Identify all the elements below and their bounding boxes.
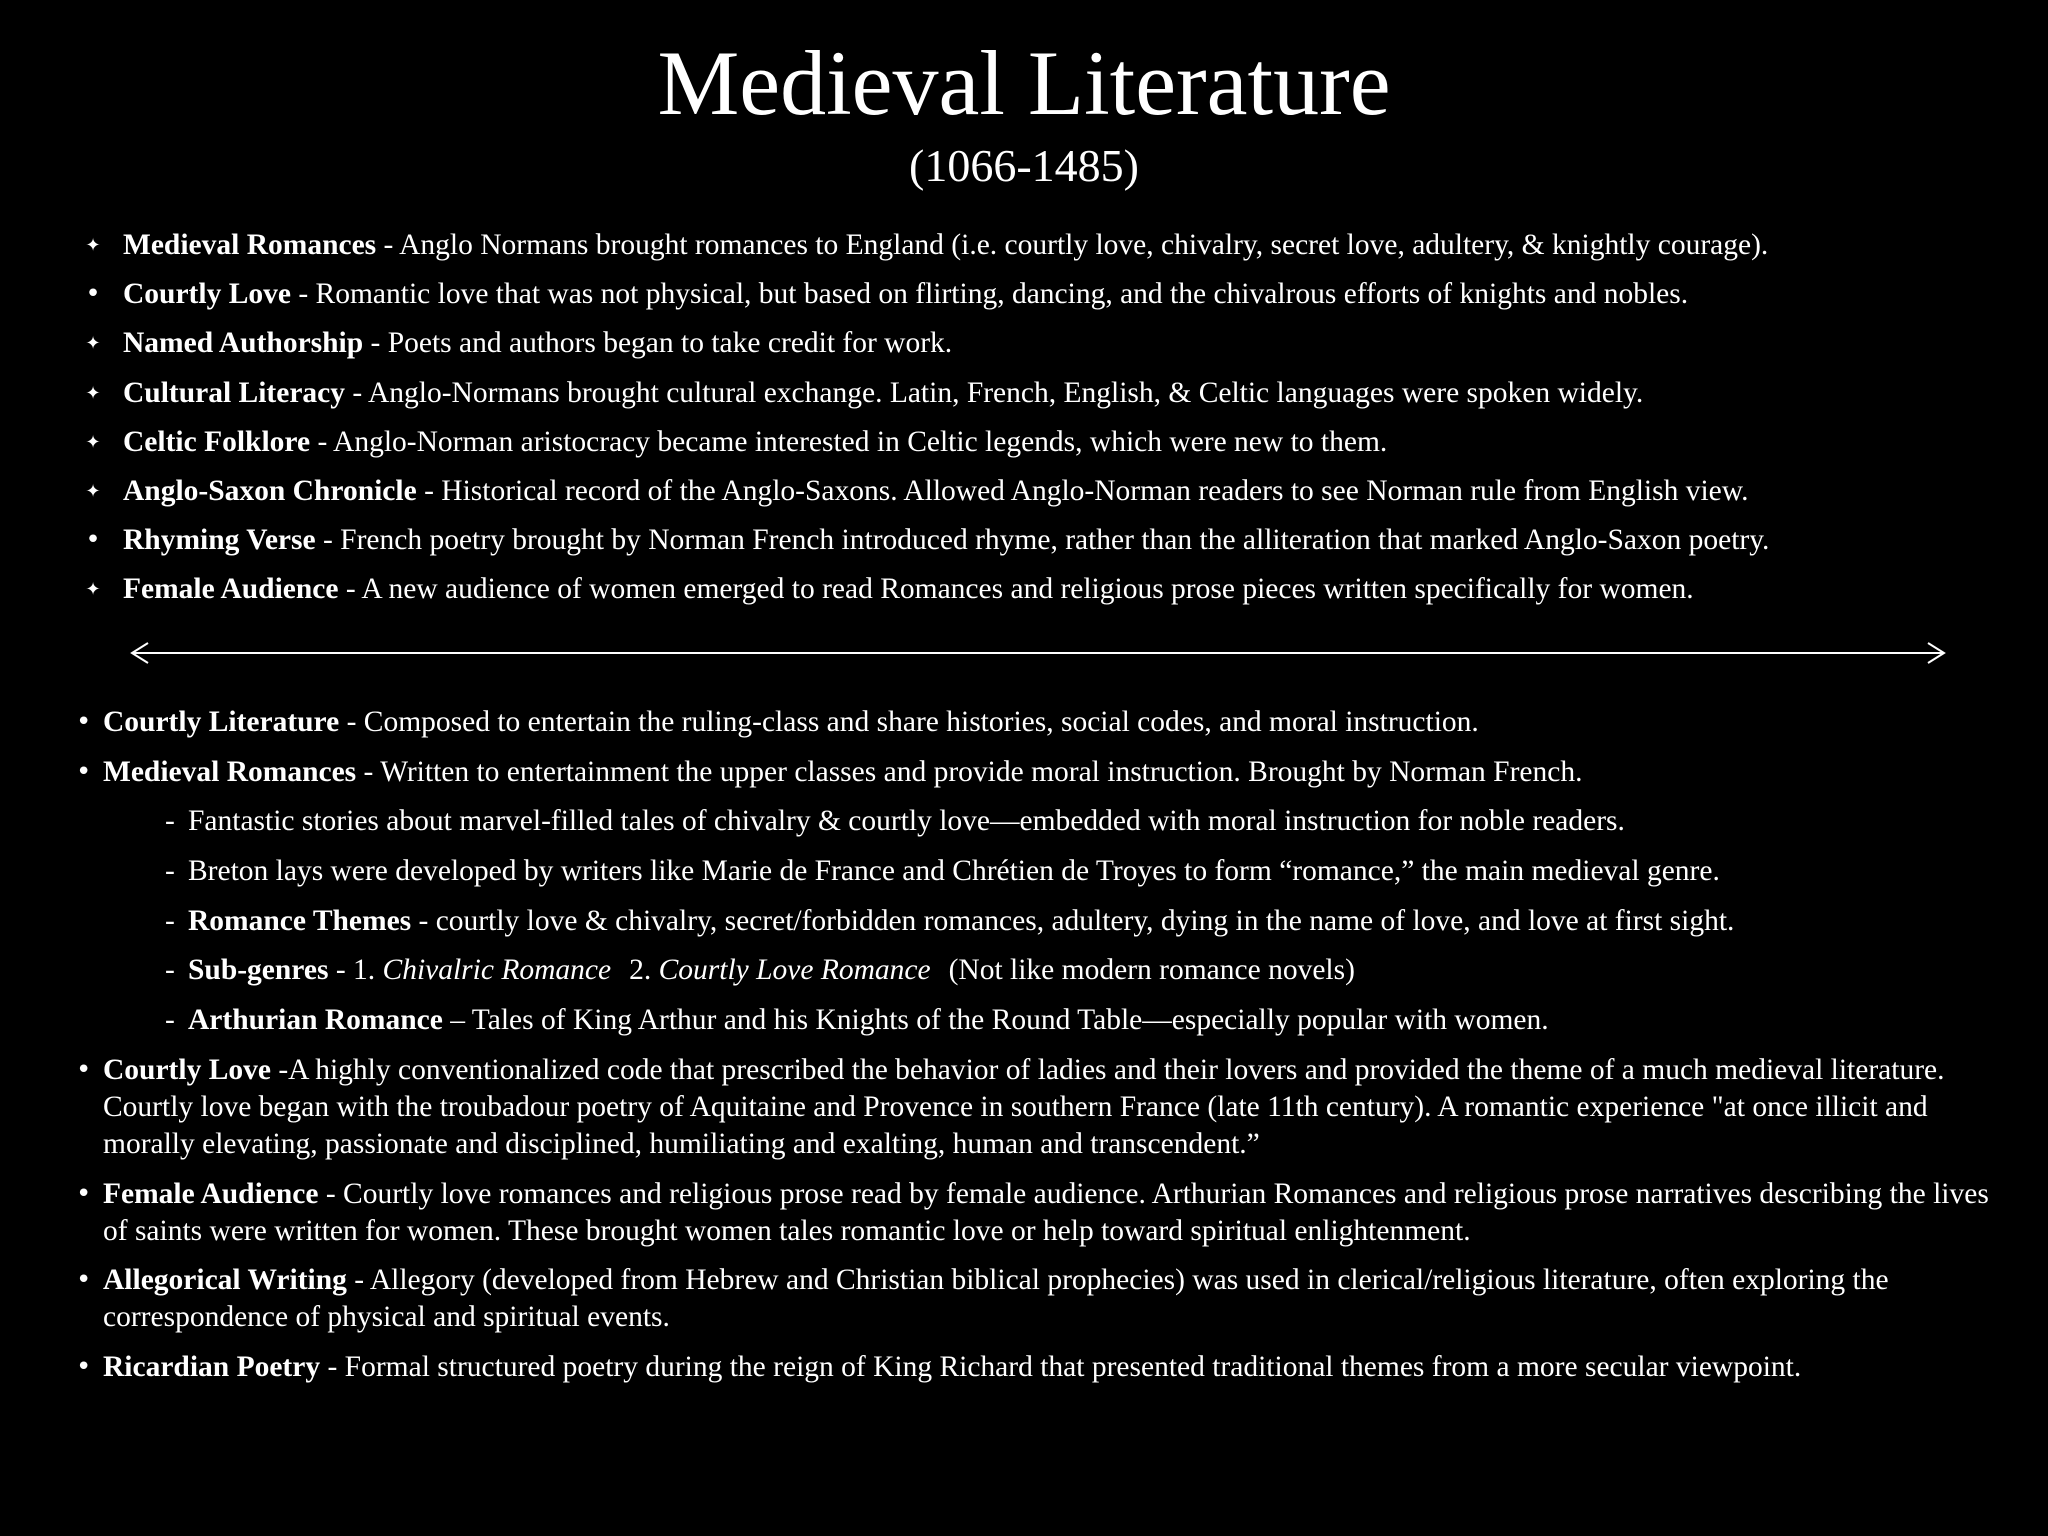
description: Fantastic stories about marvel-filled tales of chivalry & courtly love—embedded with moral instruction for noble readers. (188, 805, 1625, 838)
sub-list-item (0, 803, 2048, 840)
dot-bullet-icon: • (76, 1054, 92, 1085)
star-bullet-icon: ✦ (85, 579, 101, 601)
description: Breton lays were developed by writers like Marie de France and Chrétien de Troyes to form “romance,” the main medieval genre. (188, 855, 1720, 888)
dot-bullet-icon: • (76, 756, 92, 787)
list-item (0, 369, 2048, 418)
term: Ricardian Poetry (103, 1350, 321, 1383)
term: Courtly Literature (103, 706, 340, 738)
term: Named Authorship (123, 327, 364, 360)
term: Rhyming Verse (123, 524, 316, 557)
top-bullet-list (0, 221, 2048, 615)
dash-bullet: - (165, 855, 175, 888)
description: -A highly conventionalized code that prescribed the behavior of ladies and their lovers and provided the theme of a much medieval literature. Courtly love began with the troubadour poetry of Aquitaine and Provence in southern France (late 11th century). A romantic experience "at once illicit and morally elevating, passionate and disciplined, humiliating and exalting, human and transcendent.” (103, 1053, 1945, 1160)
slide-title: Medieval Literature (657, 32, 1391, 134)
list-item (0, 1176, 2048, 1250)
dot-bullet-icon: • (76, 1351, 92, 1382)
list-item (0, 516, 2048, 565)
list-item (0, 1349, 2048, 1386)
dot-bullet-icon: • (85, 279, 101, 310)
term: Anglo-Saxon Chronicle (123, 474, 417, 507)
description: - Courtly love romances and religious prose read by female audience. Arthurian Romances and religious prose narratives describing the lives of saints were written for women. These brought women tales romantic love or help toward spiritual enlightenment. (103, 1177, 1989, 1247)
list-item (0, 319, 2048, 368)
term: Courtly Love (103, 1053, 271, 1086)
description: - Formal structured poetry during the reign of King Richard that presented traditional themes from a more secular viewpoint. (320, 1350, 1802, 1383)
description: - Anglo-Normans brought cultural exchange. Latin, French, English, & Celtic languages were spoken widely. (345, 376, 1644, 409)
term: Cultural Literacy (123, 376, 346, 409)
description: - Written to entertainment the upper classes and provide moral instruction. Brought by Norman French. (356, 755, 1583, 788)
term: Allegorical Writing (103, 1264, 347, 1297)
slide-subtitle: (1066-1485) (909, 140, 1139, 191)
list-item (0, 221, 2048, 270)
list-item (0, 565, 2048, 614)
star-bullet-icon: ✦ (85, 431, 101, 453)
description: - Anglo-Norman aristocracy became interested in Celtic legends, which were new to them. (310, 425, 1388, 458)
subgenres-prefix: - 1. (328, 954, 383, 987)
list-item (0, 1262, 2048, 1336)
star-bullet-icon: ✦ (85, 382, 101, 404)
term: Arthurian Romance (188, 1004, 443, 1037)
subgenre-2: Courtly Love Romance (658, 954, 931, 987)
dot-bullet-icon: • (76, 707, 92, 737)
term: Romance Themes (188, 904, 412, 937)
term: Sub-genres (188, 954, 329, 987)
list-item (0, 467, 2048, 516)
description: - Anglo Normans brought romances to England (i.e. courtly love, chivalry, secret love, adultery, & knightly courage). (376, 229, 1769, 261)
description: - Poets and authors began to take credit for work. (363, 327, 953, 360)
dot-bullet-icon: • (76, 1178, 92, 1209)
dot-bullet-icon: • (85, 525, 101, 556)
subgenres-note: (Not like modern romance novels) (948, 954, 1355, 987)
list-item (0, 754, 2048, 791)
dot-bullet-icon: • (76, 1265, 92, 1296)
list-item (0, 704, 2048, 741)
description: - Historical record of the Anglo-Saxons. Allowed Anglo-Norman readers to see Norman rule from English view. (416, 474, 1749, 507)
dash-bullet: - (165, 1004, 175, 1037)
description: - French poetry brought by Norman French introduced rhyme, rather than the alliteration that marked Anglo-Saxon poetry. (315, 524, 1770, 557)
list-item (0, 270, 2048, 319)
double-arrow-divider-icon (130, 638, 1946, 668)
star-bullet-icon: ✦ (85, 333, 101, 355)
term: Female Audience (123, 573, 339, 606)
description: - Allegory (developed from Hebrew and Christian biblical prophecies) was used in clerical/religious literature, often exploring the correspondence of physical and spiritual events. (103, 1264, 1889, 1334)
term: Female Audience (103, 1177, 319, 1210)
detail-bullet-list (0, 704, 2048, 1399)
star-bullet-icon: ✦ (85, 235, 101, 256)
description: – Tales of King Arthur and his Knights of the Round Table—especially popular with women. (442, 1004, 1549, 1037)
sub-list-item (0, 853, 2048, 890)
subgenre-2-number: 2. (629, 954, 659, 987)
list-item (0, 418, 2048, 467)
list-item (0, 1052, 2048, 1163)
dash-bullet: - (165, 805, 175, 838)
description: - courtly love & chivalry, secret/forbidden romances, adultery, dying in the name of love, and love at first sight. (411, 904, 1735, 937)
description: - Composed to entertain the ruling-class and share histories, social codes, and moral instruction. (339, 706, 1479, 738)
subgenre-1: Chivalric Romance (382, 954, 612, 987)
star-bullet-icon: ✦ (85, 480, 101, 502)
term: Medieval Romances (103, 755, 357, 788)
sub-list-item (0, 903, 2048, 940)
dash-bullet: - (165, 904, 175, 937)
term: Celtic Folklore (123, 425, 311, 458)
sub-list-item (0, 1002, 2048, 1039)
description: - Romantic love that was not physical, but based on flirting, dancing, and the chivalrous efforts of knights and nobles. (290, 278, 1689, 311)
dash-bullet: - (165, 954, 175, 987)
term: Medieval Romances (123, 229, 377, 261)
term: Courtly Love (123, 278, 291, 311)
sub-list-item (0, 952, 2048, 989)
description: - A new audience of women emerged to read Romances and religious prose pieces written specifically for women. (338, 573, 1694, 606)
